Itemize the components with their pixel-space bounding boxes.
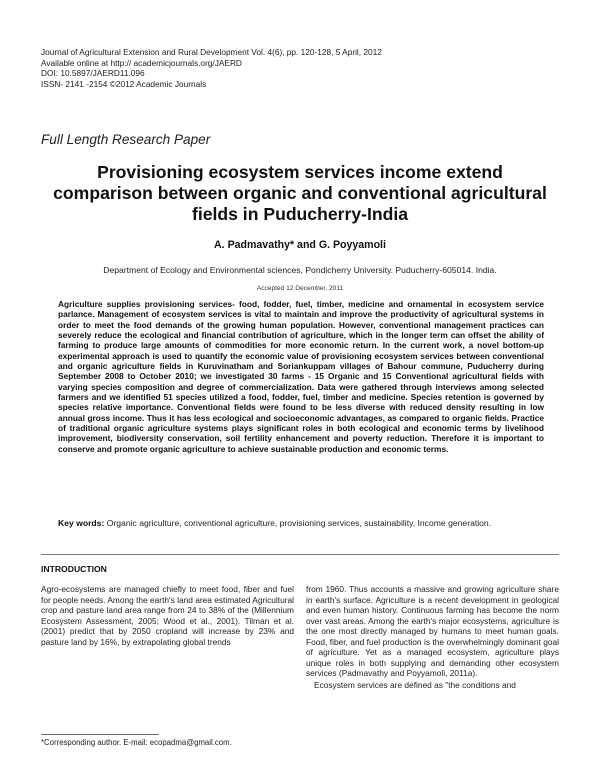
authors: A. Padmavathy* and G. Poyyamoli [214,239,386,251]
footnote-corresponding-author: *Corresponding author. E-mail: ecopadma@gmail.com. [41,738,232,747]
section-divider [41,554,559,555]
intro-column-left: Agro-ecosystems are managed chiefly to meet food, fiber and fuel for people needs. Among the earth's land area estimated Agricultural crop and pasture land area range from 24 to 38% of the (Millennium Ecosystem Assessment, 2005; Wood et al., 2001). Tilman et al. (2001) predict that by 2050 cropland will increase by 23% and pasture land by 16%, by extrapolating global trends [41,584,294,647]
keywords [58,518,544,530]
intro-column-right [306,584,559,754]
intro-paragraph-1: from 1960. Thus accounts a massive and growing agriculture share in earth's surface. Agriculture is a recent development in geological and even human history. Continuous farming has become the norm over vast areas. Among the earth's major ecosystems, agriculture is the one most directly managed by humans to meet human goals. Food, fiber, and fuel production is the overwhelmingly dominant goal of agriculture. Yet as a managed ecosystem, agriculture plays unique roles in both supplying and demanding other ecosystem services (Padmavathy and Poyyamoli, 2011a). [306,584,559,678]
journal-doi: DOI: 10.5897/JAERD11.096 [41,68,145,79]
intro-paragraph-2: Ecosystem services are defined as "the conditions and [314,679,516,690]
introduction-heading: INTRODUCTION [41,564,107,574]
abstract: Agriculture supplies provisioning services- food, fodder, fuel, timber, medicine and ornamental in ecosystem service parlance. Management of ecosystem services is vital to maintain and improve the productivity of agricultural systems in order to meet the food demands of the growing human population. However, conventional management practices can severely reduce the ecological and financial contribution of agriculture, which in the longer term can offset the ability of farming to produce large amounts of commodities for more economic return. In the current work, a novel bottom-up experimental approach is used to quantify the economic value of provisioning ecosystem services between conventional and organic agriculture fields in Kuruvinatham and Soriankuppam villages of Bahour commune, Puducherry during September 2008 to October 2010; we investigated 30 farms - 15 Organic and 15 Conventional agricultural fields with varying species composition and degree of commercialization. Data were gathered through interviews among selected farmers and we identified 51 species utilized a food, fodder, fuel, timber and medicine. Species retention is governed by species relative importance. Conventional fields were found to be less diverse with reduced density resulting in low annual gross income. Thus it has less ecological and socioeconomic advantages, as compared to organic fields. Practice of traditional organic agriculture systems plays significant roles in both ecological and economic terms by livelihood improvement, biodiversity conservation, soil fertility enhancement and poverty reduction. Therefore it is important to conserve and promote organic agriculture to achieve sustainable production and economic terms. [58,299,544,454]
affiliation: Department of Ecology and Environmental sciences, Pondicherry University. Puducherry-605014. India. [103,265,497,275]
footnote-divider [41,734,159,735]
journal-url: Available online at http:// academicjournals.org/JAERD [41,57,242,68]
article-type: Full Length Research Paper [41,132,211,147]
journal-citation: Journal of Agricultural Extension and Rural Development Vol. 4(6), pp. 120-128, 5 April, 2012 [41,47,382,57]
journal-header [41,47,382,89]
keywords-text: Organic agriculture, conventional agriculture, provisioning services, sustainability, Income generation. [106,518,492,528]
paper-title: Provisioning ecosystem services income extend comparison between organic and conventional agricultural fields in Puducherry-India [53,162,547,224]
accepted-date: Accepted 12 December, 2011 [256,285,344,292]
keywords-label: Key words: [58,518,105,528]
journal-issn: ISSN- 2141 -2154 ©2012 Academic Journals [41,78,207,89]
